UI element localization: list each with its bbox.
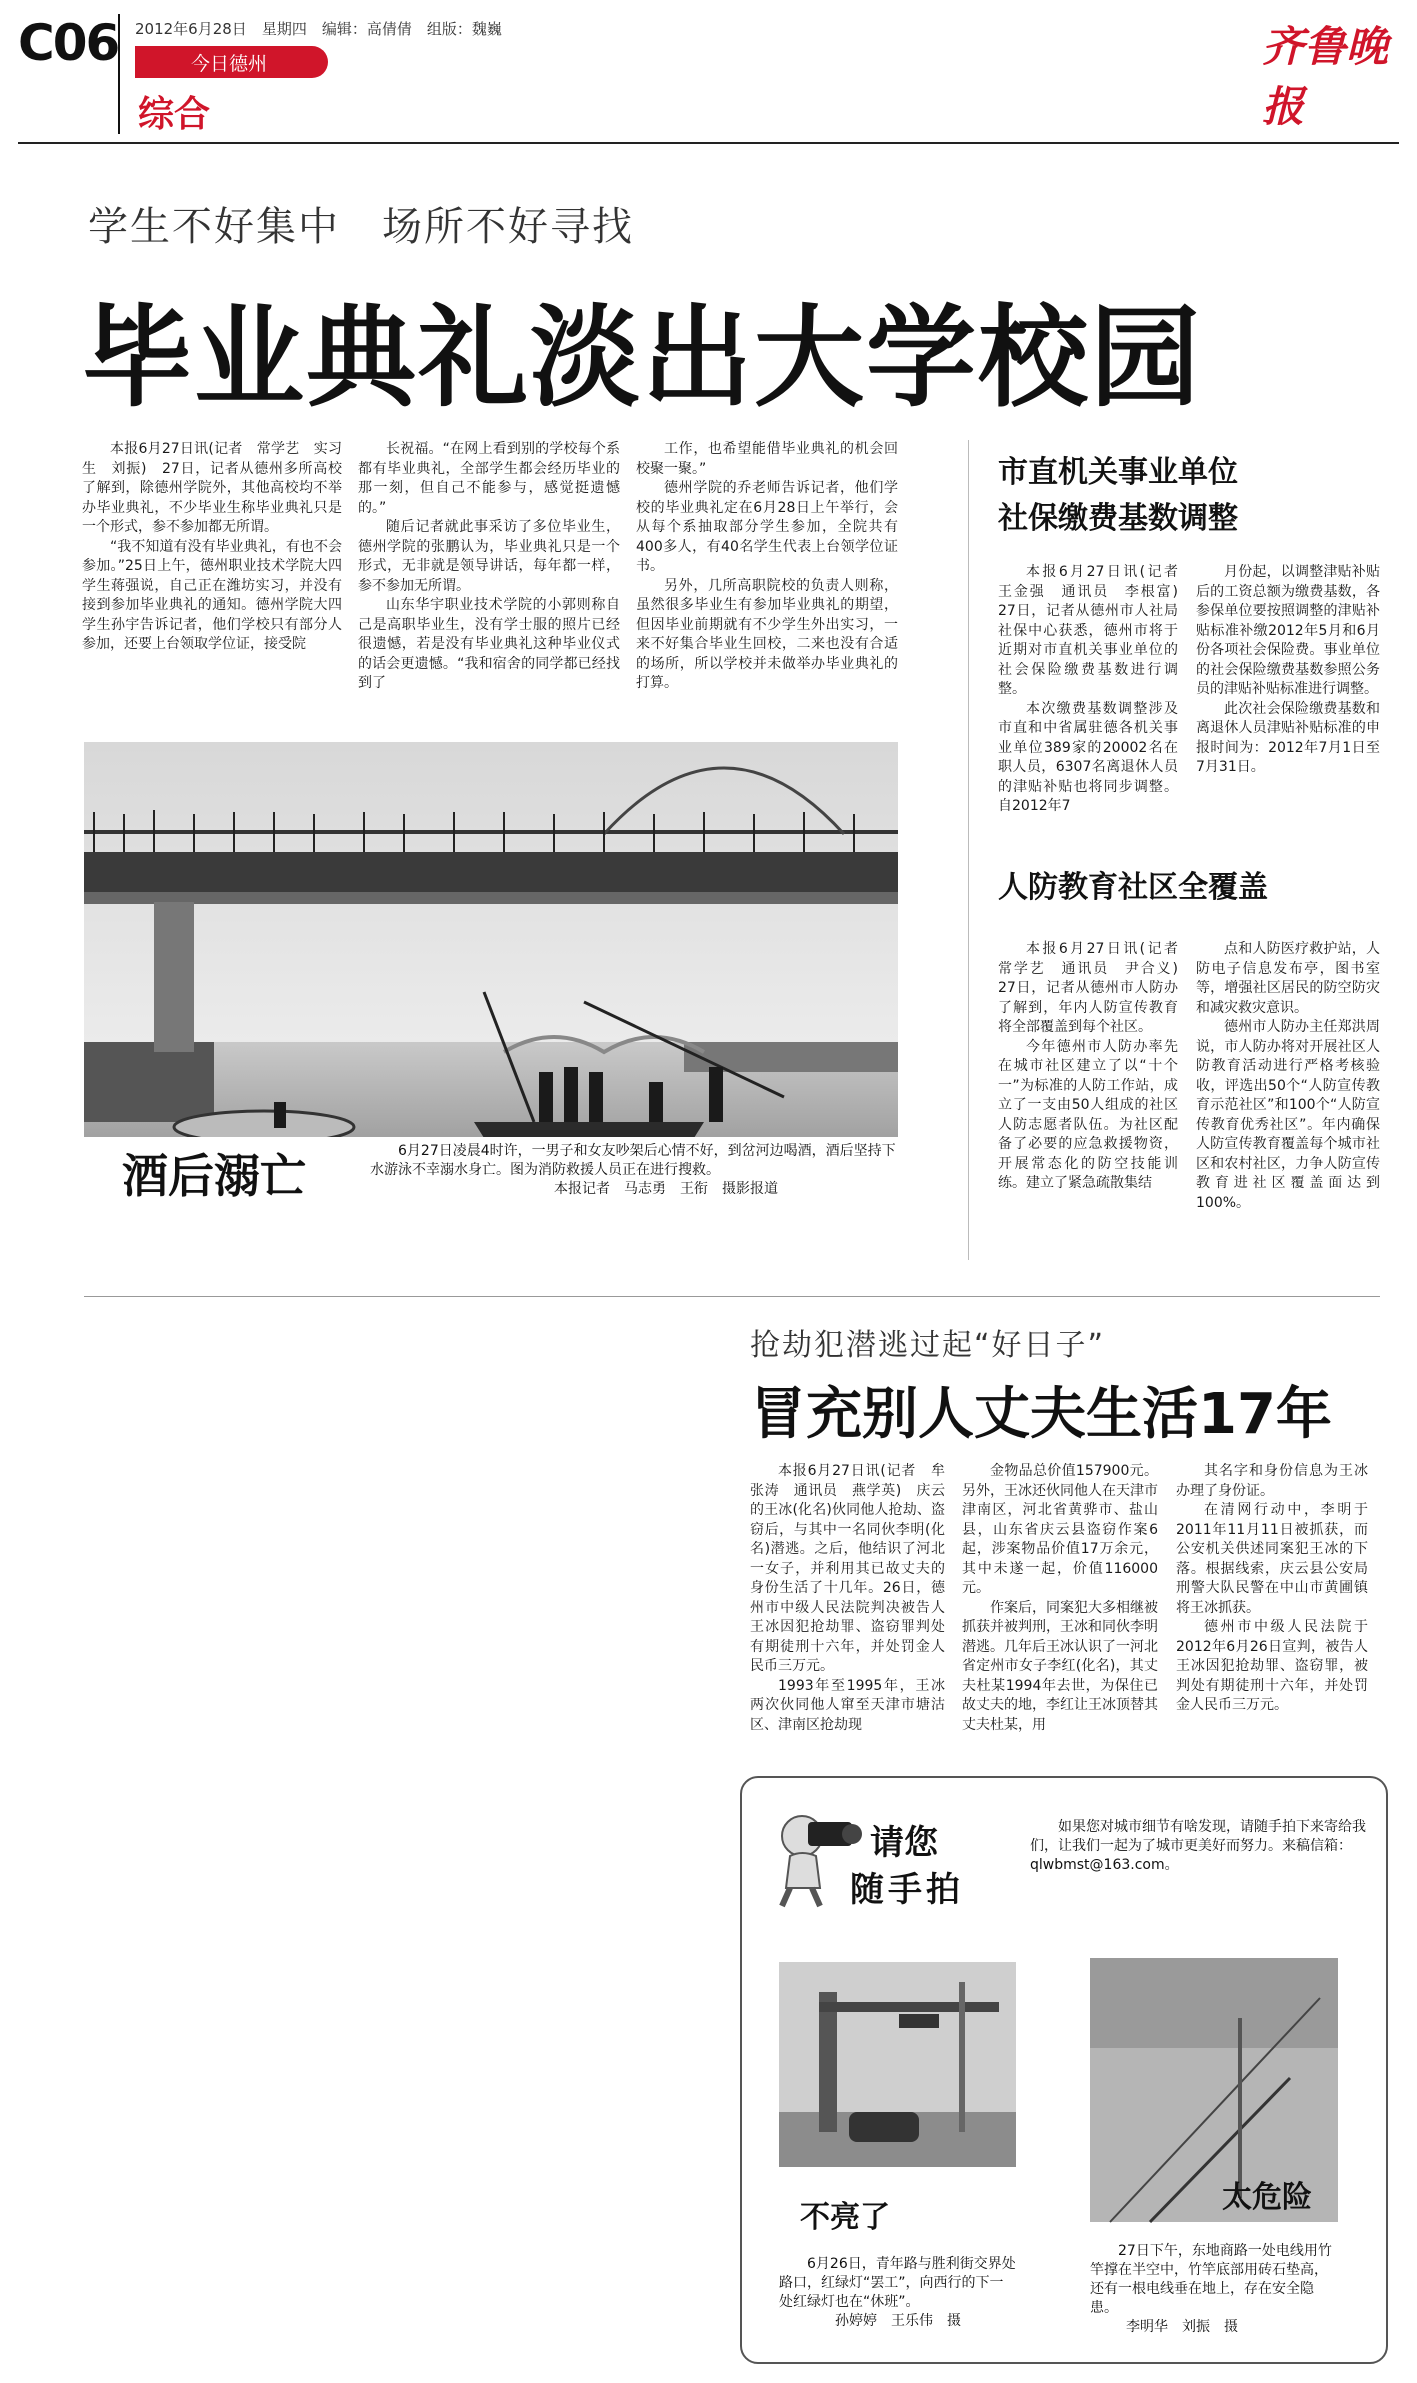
section-rule <box>84 1296 1380 1297</box>
crime-col2-para: 金物品总价值157900元。另外，王冰还伙同他人在天津市津南区，河北省黄骅市、盐山县，山东省庆云县盗窃作案6起，涉案物品价值17万余元，其中未遂一起，价值116000元。 <box>962 1463 1158 1596</box>
lead-col2-para: 长祝福。“在网上看到别的学校每个系都有毕业典礼，全部学生都会经历毕业的那一刻，但自己不能参与，感觉挺遗憾的。” <box>358 441 620 516</box>
badge-line-2: 随手拍 <box>850 1870 964 1910</box>
reader-intro: 如果您对城市细节有啥发现，请随手拍下来寄给我们，让我们一起为了城市更美好而努力。来稿信箱：qlwbmst@163.com。 <box>1030 1819 1366 1873</box>
social-col2-para: 此次社会保险缴费基数和离退休人员津贴补贴标准的申报时间为：2012年7月1日至7月31日。 <box>1196 700 1380 775</box>
social-headline-line-1: 市直机关事业单位 <box>998 455 1238 490</box>
photo1-title: 不亮了 <box>800 2200 890 2235</box>
editor: 编辑：高倩倩 <box>321 20 412 38</box>
photo1-credit: 孙婷婷 王乐伟 摄 <box>835 2313 961 2329</box>
lead-col2-para: 山东华宇职业技术学院的小郭则称自己是高职毕业生，没有学士服的照片已经很遗憾，若是没有毕业典礼这种毕业仪式的话会更遗憾。“我和宿舍的同学都已经找到了 <box>358 597 620 691</box>
crime-kicker: 抢劫犯潜逃过起“好日子” <box>750 1328 1106 1363</box>
lead-col3-para: 另外，几所高职院校的负责人则称，虽然很多毕业生有参加毕业典礼的期望，但因毕业前期就有不少学生外出实习，一来不好集合毕业生回校，二来也没有合适的场所，所以学校并未做举办毕业典礼的打算。 <box>636 577 898 691</box>
drowning-photo-caption <box>370 1142 898 1199</box>
badge-line-1: 请您 <box>870 1823 938 1863</box>
masthead-logo: 齐鲁晚报 <box>1262 22 1389 131</box>
civil-col2-para: 点和人防医疗救护站，人防电子信息发布亭，图书室等，增强社区居民的防空防灾和减灾救灾意识。 <box>1196 941 1380 1016</box>
lead-kicker: 学生不好集中 场所不好寻找 <box>88 204 634 250</box>
civil-col1-para: 今年德州市人防办率先在城市社区建立了以“十个一”为标准的人防工作站，成立了一支由50人组成的社区人防志愿者队伍。为社区配备了必要的应急救援物资，开展常态化的防空技能训练。建立了紧急疏散集结 <box>998 1038 1178 1191</box>
traffic-light-photo <box>779 1962 1016 2167</box>
crime-col1-para: 本报6月27日讯(记者 牟张涛 通讯员 燕学英) 庆云的王冰(化名)伙同他人抢劫、盗窃后，与其中一名同伙李明(化名)潜逃。之后，他结识了河北一女子，并利用其已故丈夫的身份生活了十几年。26日，德州市中级人民法院判决被告人王冰因犯抢劫罪、盗窃罪判处有期徒刑十六年，并处罚金人民币三万元。 <box>750 1463 945 1674</box>
photo1-caption <box>779 2255 1016 2331</box>
crime-col3-para: 在清网行动中，李明于2011年11月11日被抓获，而公安机关供述同案犯王冰的下落。根据线索，庆云县公安局刑警大队民警在中山市黄圃镇将王冰抓获。 <box>1176 1502 1368 1616</box>
social-col2-para: 月份起，以调整津贴补贴后的工资总额为缴费基数，各参保单位要按照调整的津贴补贴标准补缴2012年5月和6月份各项社会保险费。事业单位的社会保险缴费基数参照公务员的津贴补贴标准进行调整。 <box>1196 564 1380 697</box>
social-column-2 <box>1196 563 1380 833</box>
photo2-credit: 李明华 刘振 摄 <box>1126 2319 1238 2335</box>
weekday: 星期四 <box>261 20 307 38</box>
civil-column-2 <box>1196 940 1380 1256</box>
lead-col1-para: 本报6月27日讯(记者 常学艺 实习生 刘振) 27日，记者从德州多所高校了解到，除德州学院外，其他高校均不举办毕业典礼，不少毕业生称毕业典礼只是一个形式，参不参加都无所谓。 <box>82 441 342 535</box>
layout-credit: 组版：魏巍 <box>426 20 502 38</box>
lead-col3-para: 工作，也希望能借毕业典礼的机会回校聚一聚。” <box>636 441 898 477</box>
social-column-1 <box>998 563 1192 833</box>
social-col1-para: 本次缴费基数调整涉及市直和中省属驻德各机关事业单位389家的20002名在职人员，6307名离退休人员的津贴补贴也将同步调整。自2012年7 <box>998 700 1178 814</box>
crime-col2-para: 作案后，同案犯大多相继被抓获并被判刑，王冰和同伙李明潜逃。几年后王冰认识了一河北省定州市女子李红(化名)，其丈夫杜某1994年去世，为保住已故丈夫的地，李红让王冰顶替其丈夫杜某，用 <box>962 1599 1158 1733</box>
crime-col3-para: 其名字和身份信息为王冰办理了身份证。 <box>1176 1463 1368 1499</box>
lead-column-1 <box>82 440 342 702</box>
lead-col3-para: 德州学院的乔老师告诉记者，他们学校的毕业典礼定在6月28日上午举行，会从每个系抽取部分学生参加，全院共有400多人，有40名学生代表上台领学位证书。 <box>636 480 898 574</box>
lead-column-2 <box>358 440 620 702</box>
social-headline-line-2: 社保缴费基数调整 <box>998 501 1238 536</box>
crime-column-3 <box>1176 1462 1368 1772</box>
civil-col2-para: 德州市人防办主任郑洪周说，市人防办将对开展社区人防教育活动进行严格考核验收，评选出50个“人防宣传教育示范社区”和100个“人防宣传教育优秀社区”。年内确保人防宣传教育覆盖每个城市社区和农村社区，力争人防宣传教育进社区覆盖面达到100%。 <box>1196 1019 1380 1211</box>
crime-column-2 <box>962 1462 1158 1772</box>
crime-headline: 冒充别人丈夫生活17年 <box>750 1382 1332 1447</box>
date: 2012年6月28日 <box>135 20 247 38</box>
lead-column-3 <box>636 440 898 702</box>
drowning-photo-credit: 本报记者 马志勇 王衔 摄影报道 <box>554 1181 778 1197</box>
bridge-photo-illustration <box>84 742 898 1184</box>
page-number: C06 <box>18 14 119 72</box>
section-title: 综合 <box>138 94 211 135</box>
photo2-caption <box>1090 2242 1338 2337</box>
crime-col1-para: 1993年至1995年，王冰两次伙同他人窜至天津市塘沽区、津南区抢劫现 <box>750 1677 945 1733</box>
dateline <box>135 18 502 39</box>
lead-col2-para: 随后记者就此事采访了多位毕业生，德州学院的张鹏认为，毕业典礼只是一个形式，无非就是领导讲话，每年都一样，参不参加无所谓。 <box>358 519 620 594</box>
photo2-caption-text: 27日下午，东地商路一处电线用竹竿撑在半空中，竹竿底部用砖石垫高，还有一根电线垂在地上，存在安全隐患。 <box>1090 2243 1332 2316</box>
traffic-light-illustration <box>779 1962 1016 2167</box>
header-rule <box>18 142 1399 144</box>
drowning-photo-title: 酒后溺亡 <box>122 1149 306 1203</box>
drowning-photo <box>84 742 898 1184</box>
lead-headline: 毕业典礼淡出大学校园 <box>82 294 1202 422</box>
civil-headline: 人防教育社区全覆盖 <box>998 870 1268 905</box>
photo1-caption-text: 6月26日，青年路与胜利街交界处路口，红绿灯“罢工”，向西行的下一处红绿灯也在“休班”。 <box>779 2256 1016 2310</box>
right-column-rule <box>968 440 969 1260</box>
civil-col1-para: 本报6月27日讯(记者 常学艺 通讯员 尹合义) 27日，记者从德州市人防办了解到，年内人防宣传教育将全部覆盖到每个社区。 <box>998 941 1192 1035</box>
drowning-caption-text: 6月27日凌晨4时许，一男子和女友吵架后心情不好，到岔河边喝酒，酒后坚持下水游泳不幸溺水身亡。图为消防救援人员正在进行搜救。 <box>370 1143 896 1178</box>
social-headline <box>998 450 1238 542</box>
civil-column-1 <box>998 940 1192 1256</box>
camera-figure-icon <box>760 1808 860 1908</box>
column-tag: 今日德州 <box>135 46 328 78</box>
photo2-title: 太危险 <box>1222 2180 1312 2215</box>
header-divider <box>118 14 120 134</box>
crime-col3-para: 德州市中级人民法院于2012年6月26日宣判，被告人王冰因犯抢劫罪、盗窃罪，被判处有期徒刑十六年，并处罚金人民币三万元。 <box>1176 1619 1368 1713</box>
social-col1-para: 本报6月27日讯(记者 王金强 通讯员 李根富) 27日，记者从德州市人社局社保中心获悉，德州市将于近期对市直机关事业单位的社会保险缴费基数进行调整。 <box>998 564 1192 697</box>
lead-col1-para: “我不知道有没有毕业典礼，有也不会参加。”25日上午，德州职业技术学院大四学生蒋强说，自己正在潍坊实习，并没有接到参加毕业典礼的通知。德州学院大四学生孙宇告诉记者，他们学校只有部分人参加，还要上台领取学位证，接受院 <box>82 538 342 652</box>
crime-column-1 <box>750 1462 945 1772</box>
